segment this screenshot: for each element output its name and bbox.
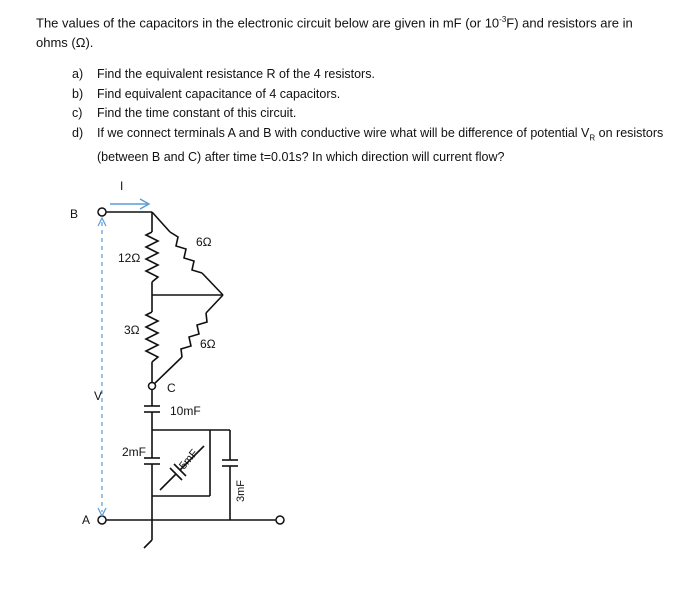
question-letter: a) bbox=[72, 67, 84, 81]
label-c5: 5mF bbox=[177, 447, 201, 472]
label-node-c: C bbox=[167, 381, 176, 395]
intro-exponent: -3 bbox=[499, 15, 507, 24]
question-text: Find equivalent capacitance of 4 capacitors. bbox=[97, 86, 341, 101]
resistor-3 bbox=[146, 312, 158, 362]
question-text: Find the equivalent resistance R of the 4 resistors. bbox=[97, 67, 375, 81]
intro-text-1: The values of the capacitors in the electronic circuit below are given in mF (or 10 bbox=[36, 15, 500, 31]
label-node-b: B bbox=[70, 207, 79, 221]
label-r12: 12Ω bbox=[118, 251, 141, 265]
question-letter: d) bbox=[72, 125, 84, 140]
label-r3: 3Ω bbox=[124, 323, 140, 337]
label-voltage: V bbox=[94, 389, 103, 403]
question-text-part1: If we connect terminals A and B with conductive wire what will be difference of potential V bbox=[97, 125, 590, 140]
terminal-b bbox=[98, 208, 106, 216]
label-r6-lower: 6Ω bbox=[200, 337, 216, 351]
question-text: Find the time constant of this circuit. bbox=[97, 106, 297, 120]
label-c3: 3mF bbox=[235, 480, 247, 502]
label-current: I bbox=[120, 179, 124, 193]
label-r6-upper: 6Ω bbox=[196, 235, 212, 249]
question-letter: c) bbox=[72, 106, 83, 120]
wire-c5-lower bbox=[160, 474, 176, 490]
question-text-part2: on resistors (between B and C) after time t=0.01s? In which direction will current flow? bbox=[97, 125, 664, 164]
resistor-12 bbox=[146, 232, 158, 282]
wire-diag-lower bbox=[206, 295, 223, 313]
terminal-right bbox=[276, 516, 284, 524]
node-c bbox=[149, 383, 156, 390]
question-letter: b) bbox=[72, 86, 84, 101]
wire-diag-right bbox=[202, 273, 223, 295]
wire-diag-top bbox=[152, 212, 170, 232]
wire-tail bbox=[144, 540, 152, 548]
intro-text-2: F) and resistors are in ohms (Ω). bbox=[36, 15, 633, 51]
label-c2: 2mF bbox=[122, 445, 146, 459]
label-node-a: A bbox=[82, 513, 91, 527]
label-c10: 10mF bbox=[170, 404, 201, 418]
question-subscript: R bbox=[589, 133, 596, 142]
